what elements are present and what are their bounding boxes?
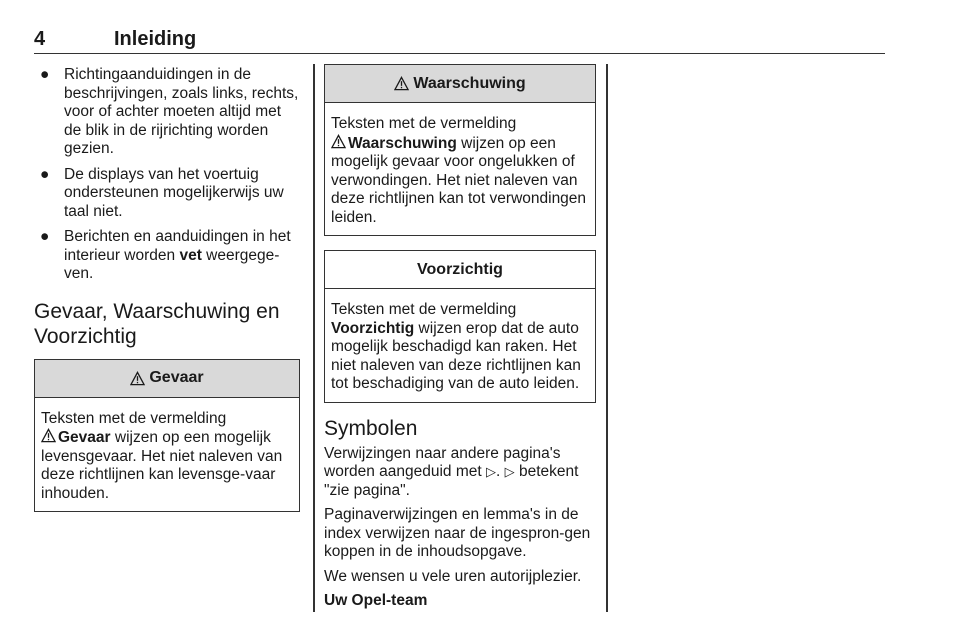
page-header [34, 26, 885, 54]
warning-triangle-icon [130, 371, 145, 386]
chapter-title: Inleiding [114, 28, 197, 50]
column-left [34, 64, 300, 526]
warning-triangle-icon [41, 428, 56, 443]
waarschuwing-box-title: Waarschuwing [413, 74, 526, 92]
waarschuwing-box [324, 64, 596, 236]
symbolen-paragraph-3: We wensen u vele uren autorijplezier. [324, 567, 582, 585]
bullet-dot-icon: ● [40, 165, 50, 183]
voorzichtig-box-title: Voorzichtig [417, 260, 503, 278]
bullet-list [34, 66, 300, 284]
voorzichtig-box-body: Teksten met de vermelding Voorzichtig wijzen erop dat de auto mogelijk beschadigd kan raken. Het niet naleven van deze richtlijnen kan tot beschadiging van de auto leiden. [331, 301, 581, 392]
bullet-dot-icon: ● [40, 66, 50, 83]
gevaar-box-header [35, 360, 299, 398]
symbolen-paragraph-1: Verwijzingen naar andere pagina's worden aangeduid met ▷. ▷ betekent "zie pagina". [324, 444, 579, 499]
bullet-dot-icon: ● [40, 228, 50, 245]
list-item: ● De displays van het voertuig ondersteunen mogelijkerwijs uw taal niet. [40, 165, 284, 220]
symbolen-title: Symbolen [324, 416, 418, 440]
list-item: ● Berichten en aanduidingen in het interieur worden vet weergege-ven. [40, 228, 291, 282]
column-divider-1 [313, 64, 315, 612]
voorzichtig-box [324, 250, 596, 403]
page-number: 4 [34, 28, 46, 50]
section-title: Gevaar, Waarschuwing en Voorzichtig [34, 299, 280, 348]
list-item: ● Richtingaanduidingen in de beschrijvingen, zoals links, rechts, voor of achter moeten altijd met de blik in de rijrichting worden gezien. [40, 66, 299, 157]
waarschuwing-box-header [325, 65, 595, 103]
gevaar-box-title: Gevaar [149, 369, 204, 386]
gevaar-box-body: Teksten met de vermelding Gevaar wijzen op een mogelijk levensgevaar. Het niet naleven van deze richtlijnen kan levensge-vaar inhouden. [41, 409, 283, 502]
signature: Uw Opel-team [324, 592, 428, 609]
waarschuwing-box-body: Teksten met de vermelding Waarschuwing wijzen op een mogelijk gevaar voor ongelukken of verwondingen. Het niet naleven van deze richtlijnen kan tot verwondingen leiden. [331, 115, 587, 226]
voorzichtig-box-header [325, 251, 595, 289]
gevaar-box [34, 359, 300, 513]
symbolen-paragraph-2: Paginaverwijzingen en lemma's in de index verwijzen naar de ingespron-gen koppen in de inhoudsopgave. [324, 506, 591, 560]
arrow-right-icon: ▷ [486, 464, 497, 479]
arrow-right-icon: ▷ [504, 464, 515, 479]
warning-triangle-icon [394, 76, 409, 91]
column-divider-2 [606, 64, 608, 612]
column-middle [324, 64, 596, 610]
warning-triangle-icon [331, 134, 346, 149]
